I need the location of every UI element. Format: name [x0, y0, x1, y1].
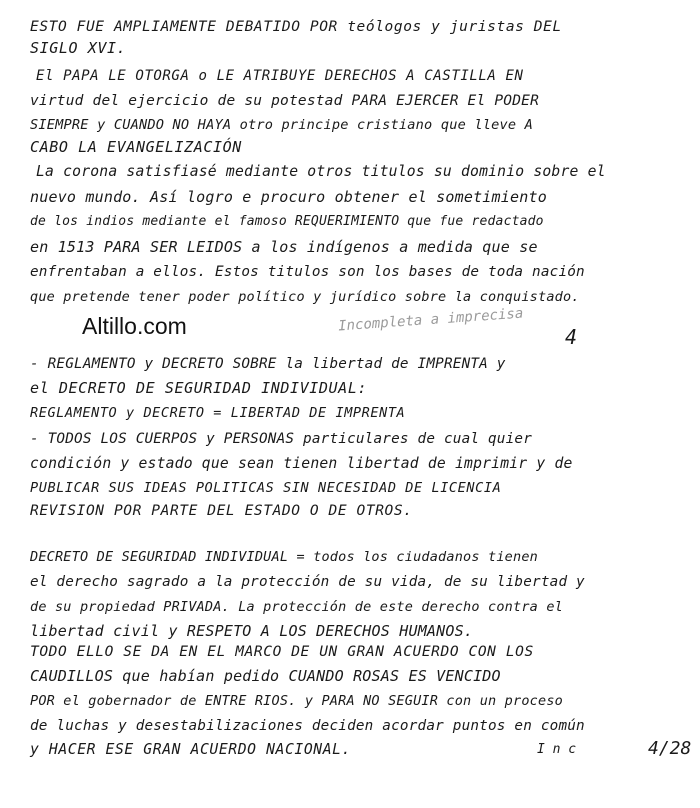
- text-line: libertad civil y RESPETO A LOS DERECHOS HUMANOS.: [30, 622, 474, 640]
- faint-pencil-note: Incompleta a imprecisa: [337, 305, 524, 335]
- text-line: - REGLAMENTO y DECRETO SOBRE la libertad de IMPRENTA y: [30, 356, 506, 372]
- text-line: REGLAMENTO y DECRETO = LIBERTAD DE IMPRENTA: [30, 405, 406, 421]
- text-line: DECRETO DE SEGURIDAD INDIVIDUAL = todos los ciudadanos tienen: [30, 549, 538, 565]
- text-line: CAUDILLOS que habían pedido CUANDO ROSAS ES VENCIDO: [30, 667, 501, 685]
- text-line: nuevo mundo. Así logro e procuro obtener el sometimiento: [30, 188, 547, 206]
- text-line: en 1513 PARA SER LEIDOS a los indígenos a medida que se: [30, 238, 538, 256]
- text-line: El PAPA LE OTORGA o LE ATRIBUYE DERECHOS A CASTILLA EN: [36, 68, 524, 84]
- text-line: POR el gobernador de ENTRE RIOS. y PARA NO SEGUIR con un proceso: [30, 693, 563, 709]
- text-line: TODO ELLO SE DA EN EL MARCO DE UN GRAN ACUERDO CON LOS: [30, 644, 534, 660]
- text-line: de su propiedad PRIVADA. La protección de este derecho contra el: [30, 599, 563, 615]
- text-line: el DECRETO DE SEGURIDAD INDIVIDUAL:: [30, 379, 368, 397]
- text-line: condición y estado que sean tienen libertad de imprimir y de: [30, 455, 573, 472]
- margin-number: 4: [565, 325, 578, 349]
- text-line: SIGLO XVI.: [30, 39, 127, 57]
- text-line: CABO LA EVANGELIZACIÓN: [30, 138, 242, 156]
- text-line: enfrentaban a ellos. Estos titulos son los bases de toda nación: [30, 264, 585, 280]
- text-line: el derecho sagrado a la protección de su vida, de su libertad y: [30, 574, 585, 590]
- page-fraction: 4/28: [648, 738, 692, 759]
- text-line: de luchas y desestabilizaciones deciden acordar puntos en común: [30, 718, 585, 734]
- text-line: ESTO FUE AMPLIAMENTE DEBATIDO POR teólogos y juristas DEL: [30, 19, 562, 35]
- text-line: La corona satisfiasé mediante otros titulos su dominio sobre el: [36, 163, 606, 180]
- text-line: - TODOS LOS CUERPOS y PERSONAS particulares de cual quier: [30, 431, 533, 447]
- text-line: virtud del ejercicio de su potestad PARA EJERCER El PODER: [30, 93, 539, 109]
- text-line: y HACER ESE GRAN ACUERDO NACIONAL.: [30, 741, 352, 758]
- text-line: que pretende tener poder político y jurídico sobre la conquistado.: [30, 289, 580, 305]
- initials-mark: I n c: [537, 742, 577, 757]
- text-line: de los indios mediante el famoso REQUERIMIENTO que fue redactado: [30, 214, 544, 229]
- watermark-text: Altillo.com: [82, 313, 187, 339]
- text-line: REVISION POR PARTE DEL ESTADO O DE OTROS.: [30, 503, 413, 519]
- text-line: SIEMPRE y CUANDO NO HAYA otro principe cristiano que lleve A: [30, 117, 534, 133]
- text-line: PUBLICAR SUS IDEAS POLITICAS SIN NECESIDAD DE LICENCIA: [30, 480, 502, 496]
